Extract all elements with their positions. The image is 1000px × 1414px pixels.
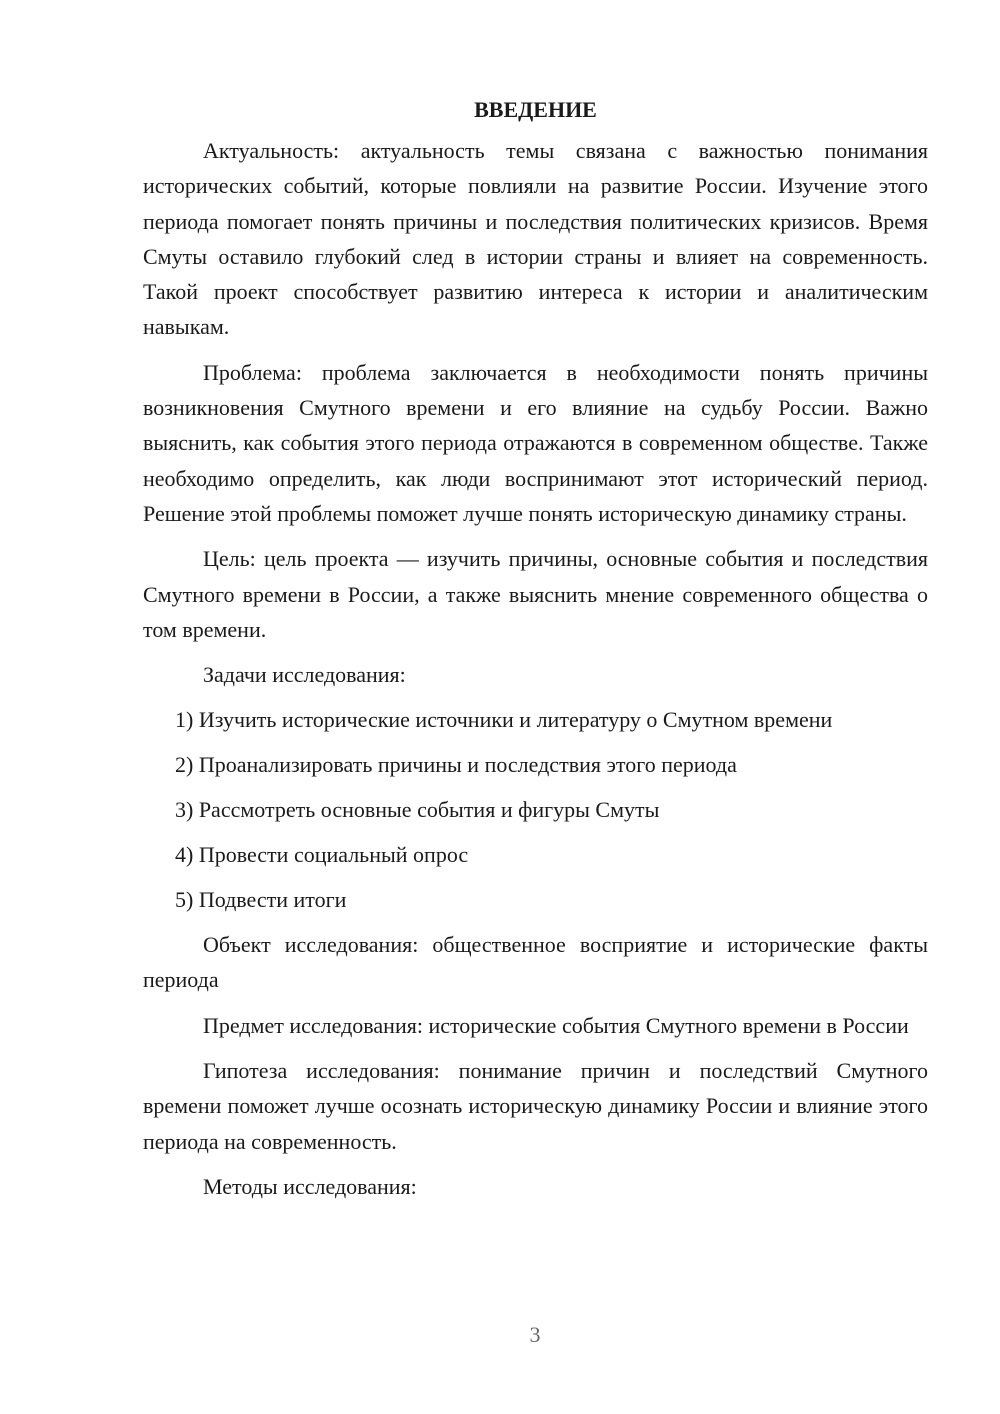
- page-number: 3: [529, 1322, 541, 1347]
- task-item: 5) Подвести итоги: [175, 887, 347, 913]
- task-item: 4) Провести социальный опрос: [175, 842, 469, 868]
- document-page: [143, 92, 928, 1214]
- methods-title: Методы исследования:: [203, 1173, 417, 1199]
- task-item: 1) Изучить исторические источники и литературу о Смутном времени: [175, 707, 833, 733]
- relevance-paragraph: Актуальность: актуальность темы связана с важностью понимания исторических событий, которые повлияли на развитие России. Изучение этого периода помогает понять причины и последствия политических кризисов. Время Смуты оставило глубокий след в истории страны и влияет на современность. Такой проект способствует развитию интереса к истории и аналитическим навыкам.: [143, 138, 928, 340]
- tasks-title: Задачи исследования:: [203, 662, 406, 688]
- subject-paragraph: Предмет исследования: исторические события Смутного времени в России: [203, 1012, 909, 1038]
- hypothesis-paragraph: Гипотеза исследования: понимание причин и последствий Смутного времени поможет лучше осознать историческую динамику России и влияние этого периода на современность.: [143, 1058, 928, 1154]
- task-item: 3) Рассмотреть основные события и фигуры Смуты: [175, 797, 660, 823]
- problem-paragraph: Проблема: проблема заключается в необходимости понять причины возникновения Смутного времени и его влияние на судьбу России. Важно выяснить, как события этого периода отражаются в современном обществе. Также необходимо определить, как люди воспринимают этот исторический период. Решение этой проблемы поможет лучше понять историческую динамику страны.: [143, 359, 928, 526]
- section-heading: ВВЕДЕНИЕ: [474, 97, 597, 122]
- tasks-list: [143, 702, 928, 917]
- task-item: 2) Проанализировать причины и последствия этого периода: [175, 752, 737, 778]
- object-paragraph: Объект исследования: общественное восприятие и исторические факты периода: [143, 932, 928, 993]
- goal-paragraph: Цель: цель проекта — изучить причины, основные события и последствия Смутного времени в России, а также выяснить мнение современного общества о том времени.: [143, 546, 928, 642]
